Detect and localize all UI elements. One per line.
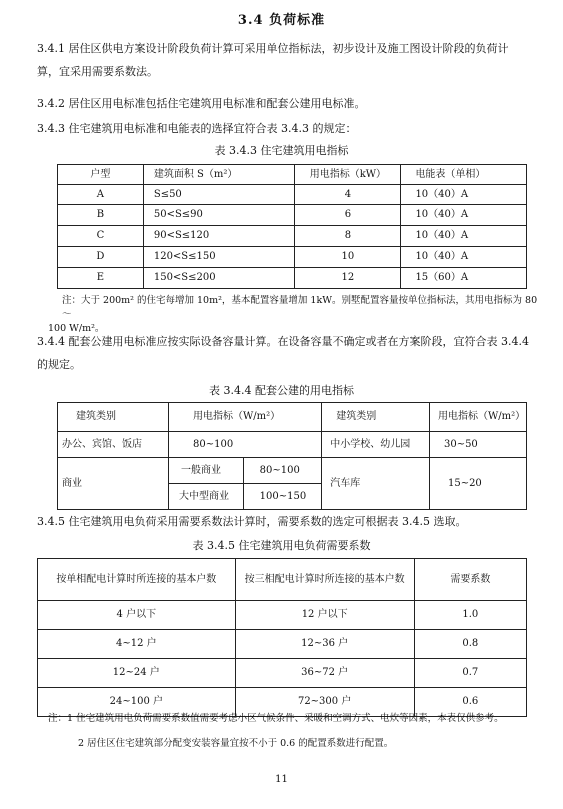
table-cell: 80~100 — [243, 458, 322, 484]
table-cell: 商业 — [58, 458, 169, 510]
table-cell: 15（60）A — [401, 268, 527, 289]
table-cell: 4 户以下 — [38, 601, 236, 630]
page-number: 11 — [275, 774, 288, 785]
table-cell: 15~20 — [429, 458, 526, 510]
table-cell: 0.8 — [414, 630, 526, 659]
table-row — [38, 659, 527, 688]
table-cell: 办公、宾馆、饭店 — [58, 432, 169, 458]
table-3-4-3 — [57, 164, 527, 289]
table-row — [58, 205, 527, 226]
table-cell: 10（40）A — [401, 247, 527, 268]
paragraph-3-4-5: 3.4.5 住宅建筑用电负荷采用需要系数法计算时，需要系数的选定可根据表 3.4.5 选取。 — [37, 515, 467, 528]
table-cell: 6 — [295, 205, 401, 226]
table-cell: 50<S≤90 — [143, 205, 294, 226]
table-cell: D — [58, 247, 144, 268]
table-cell: 汽车库 — [322, 458, 430, 510]
section-title: 3.4 负荷标准 — [237, 13, 326, 28]
paragraph-line: 3.4.4 配套公建用电标准应按实际设备容量计算。在设备容量不确定或者在方案阶段，宜符合表 3.4.4 — [37, 335, 529, 348]
table-row — [58, 226, 527, 247]
paragraph-3-4-2: 3.4.2 居住区用电标准包括住宅建筑用电标准和配套公建用电标准。 — [37, 97, 366, 110]
table-header-cell: 用电指标（kW） — [295, 165, 401, 185]
paragraph-line: 3.4.1 居住区供电方案设计阶段负荷计算可采用单位指标法，初步设计及施工图设计阶段的负荷计 — [37, 42, 509, 55]
table-row — [38, 601, 527, 630]
table-header-cell: 建筑类别 — [58, 403, 169, 432]
table-3-4-5-caption: 表 3.4.5 住宅建筑用电负荷需要系数 — [192, 539, 371, 552]
table-cell: S≤50 — [143, 185, 294, 205]
table-cell: 10（40）A — [401, 185, 527, 205]
table-cell: A — [58, 185, 144, 205]
note-line: 注：大于 200m² 的住宅每增加 10m²，基本配置容量增加 1kW。别墅配置容量按单位指标法，其用电指标为 80～ — [62, 295, 538, 320]
table-3-4-4-caption: 表 3.4.4 配套公建的用电指标 — [209, 384, 354, 397]
table-cell: B — [58, 205, 144, 226]
table-cell: 12 户以下 — [235, 601, 414, 630]
table-cell: 10 — [295, 247, 401, 268]
table-cell: 12 — [295, 268, 401, 289]
table-header-cell: 电能表（单相） — [401, 165, 527, 185]
table-header-cell: 按单相配电计算时所连接的基本户数 — [38, 559, 236, 601]
table-cell: 中小学校、幼儿园 — [322, 432, 430, 458]
table-cell: 10（40）A — [401, 205, 527, 226]
table-cell: 72~300 户 — [235, 688, 414, 717]
table-row — [58, 268, 527, 289]
table-cell: 12~36 户 — [235, 630, 414, 659]
paragraph-3-4-3: 3.4.3 住宅建筑用电标准和电能表的选择宜符合表 3.4.3 的规定： — [37, 122, 357, 135]
table-cell: 120<S≤150 — [143, 247, 294, 268]
table-3-4-5-note-2: 2 居住区住宅建筑部分配变安装容量宜按不小于 0.6 的配置系数进行配置。 — [78, 738, 394, 749]
table-cell: 150<S≤200 — [143, 268, 294, 289]
table-row — [58, 247, 527, 268]
table-3-4-3-note — [48, 294, 542, 335]
table-cell: 一般商业 — [169, 458, 244, 484]
table-header-cell: 按三相配电计算时所连接的基本户数 — [235, 559, 414, 601]
paragraph-line: 的规定。 — [37, 357, 81, 371]
table-row — [58, 432, 527, 458]
table-row — [38, 630, 527, 659]
table-header-row — [58, 165, 527, 185]
table-cell: 10（40）A — [401, 226, 527, 247]
table-cell: 12~24 户 — [38, 659, 236, 688]
table-cell: 90<S≤120 — [143, 226, 294, 247]
table-header-cell: 户型 — [58, 165, 144, 185]
table-cell: 4 — [295, 185, 401, 205]
table-3-4-5 — [37, 558, 527, 717]
table-3-4-4 — [57, 402, 527, 510]
table-cell: 30~50 — [429, 432, 526, 458]
table-header-row — [58, 403, 527, 432]
table-cell: 4~12 户 — [38, 630, 236, 659]
table-header-cell: 用电指标（W/m²） — [429, 403, 526, 432]
table-row — [58, 185, 527, 205]
table-row — [58, 458, 527, 484]
table-3-4-3-caption: 表 3.4.3 住宅建筑用电指标 — [214, 144, 349, 157]
table-cell: C — [58, 226, 144, 247]
table-header-cell: 建筑类别 — [322, 403, 430, 432]
paragraph-3-4-1 — [37, 42, 533, 80]
table-cell: 8 — [295, 226, 401, 247]
note-line: 100 W/m²。 — [48, 322, 105, 334]
table-cell: 1.0 — [414, 601, 526, 630]
table-3-4-5-note-1: 注：1 住宅建筑用电负荷需要系数值需要考虑小区气候条件、采暖和空调方式、电炊等因素，本表仅供参考。 — [48, 713, 504, 724]
table-cell: 大中型商业 — [169, 484, 244, 510]
table-cell: E — [58, 268, 144, 289]
table-cell: 36~72 户 — [235, 659, 414, 688]
table-cell: 80~100 — [169, 432, 322, 458]
table-cell: 24~100 户 — [38, 688, 236, 717]
table-cell: 0.6 — [414, 688, 526, 717]
table-cell: 0.7 — [414, 659, 526, 688]
table-cell: 100~150 — [243, 484, 322, 510]
paragraph-line: 算，宜采用需要系数法。 — [37, 64, 158, 78]
paragraph-3-4-4 — [37, 335, 533, 373]
table-header-cell: 用电指标（W/m²） — [169, 403, 322, 432]
table-header-cell: 需要系数 — [414, 559, 526, 601]
table-header-row — [38, 559, 527, 601]
table-header-cell: 建筑面积 S（m²） — [143, 165, 294, 185]
